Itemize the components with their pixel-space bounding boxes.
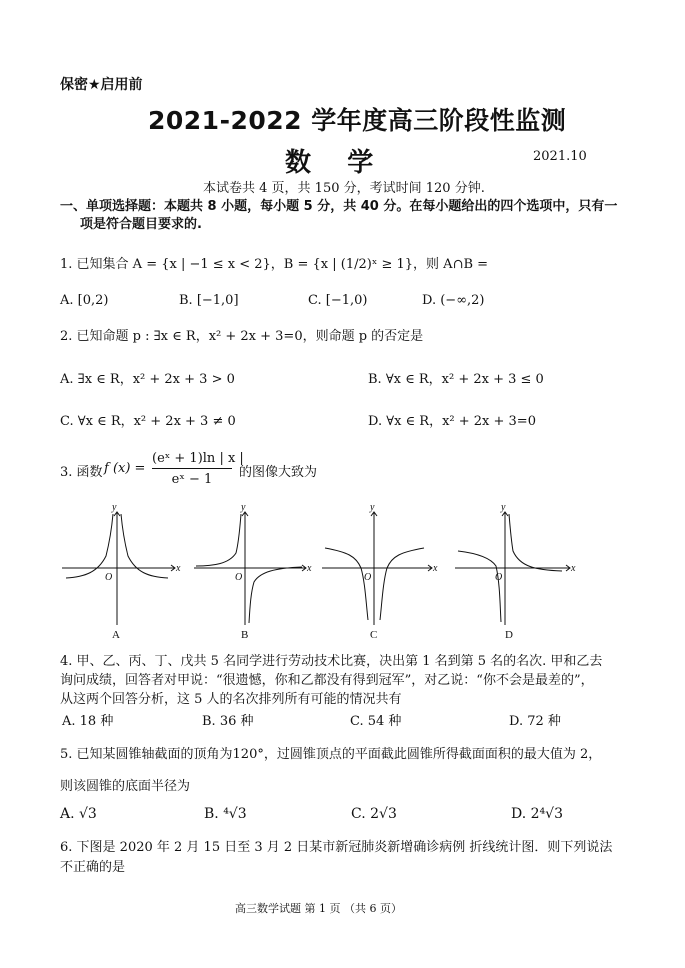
exam-info: 本试卷共 4 页，共 150 分，考试时间 120 分钟. — [203, 181, 485, 196]
graph-d-x-label: x — [571, 563, 576, 574]
question-1-option-a: A. [0,2) — [60, 293, 109, 308]
question-2-option-c: C. ∀x ∈ R，x² + 2x + 3 ≠ 0 — [60, 414, 236, 429]
exam-date: 2021.10 — [533, 149, 587, 164]
question-4-option-d: D. 72 种 — [509, 714, 561, 729]
question-5-line1: 5. 已知某圆锥轴截面的顶角为120°，过圆锥顶点的平面截此圆锥所得截面面积的最大值为 2， — [60, 747, 602, 762]
question-6-line2: 不正确的是 — [60, 860, 126, 875]
graph-label-b: B — [241, 629, 249, 641]
exam-title: 2021-2022 学年度高三阶段性监测 — [148, 106, 567, 135]
question-4-option-b: B. 36 种 — [202, 714, 254, 729]
question-5-option-b: B. ⁴√3 — [204, 806, 247, 822]
question-4-line1: 4. 甲、乙、丙、丁、戊共 5 名同学进行劳动技术比赛，决出第 1 名到第 5 名的名次. 甲和乙去 — [60, 654, 603, 669]
question-5-option-a: A. √3 — [60, 806, 97, 822]
fraction-numerator: (eˣ + 1)ln | x | — [152, 451, 244, 466]
graph-c-y-label: y — [370, 502, 375, 513]
graph-c-origin: O — [364, 572, 372, 583]
graph-b-origin: O — [235, 572, 243, 583]
question-5-line2: 则该圆锥的底面半径为 — [60, 779, 191, 794]
page-footer: 高三数学试题 第 1 页 （共 6 页） — [235, 902, 402, 915]
question-4-line2: 询问成绩，回答者对甲说：“很遗憾，你和乙都没有得到冠军”，对乙说：“你不会是最差的”， — [60, 673, 594, 688]
question-2-option-a: A. ∃x ∈ R，x² + 2x + 3 > 0 — [60, 372, 235, 387]
section-heading-line1: 一、单项选择题：本题共 8 小题，每小题 5 分，共 40 分。在每小题给出的四个选项中，只有一 — [60, 199, 618, 214]
graph-a-origin: O — [105, 572, 113, 583]
question-3-suffix: 的图像大致为 — [239, 465, 318, 480]
question-6-line1: 6. 下图是 2020 年 2 月 15 日至 3 月 2 日某市新冠肺炎新增确诊病例 折线统计图．则下列说法 — [60, 840, 613, 855]
question-1-option-c: C. [−1,0) — [308, 293, 368, 308]
graph-label-d: D — [505, 629, 513, 641]
question-5-option-c: C. 2√3 — [351, 806, 397, 822]
graph-b-y-label: y — [241, 502, 246, 513]
question-2-option-d: D. ∀x ∈ R，x² + 2x + 3=0 — [368, 414, 536, 429]
graph-d-origin: O — [495, 572, 503, 583]
question-1-stem: 1. 已知集合 A = {x | −1 ≤ x < 2}，B = {x | (1/2)ˣ ≥ 1}，则 A∩B = — [60, 257, 489, 272]
graph-label-a: A — [112, 629, 120, 641]
subject-title: 数 学 — [285, 148, 374, 178]
graph-a-y-label: y — [112, 502, 117, 513]
fraction-denominator: eˣ − 1 — [171, 472, 213, 487]
question-4-line3: 从这两个回答分析，这 5 人的名次排列所有可能的情况共有 — [60, 692, 402, 707]
question-3-lhs: f (x) = — [104, 461, 146, 476]
graph-b-x-label: x — [307, 563, 312, 574]
question-4-option-c: C. 54 种 — [350, 714, 402, 729]
confidential-mark: 保密★启用前 — [60, 77, 143, 93]
graph-d-y-label: y — [501, 502, 506, 513]
question-3-prefix: 3. 函数 — [60, 465, 103, 480]
section-heading-line2: 项是符合题目要求的. — [80, 217, 202, 232]
graph-label-c: C — [370, 629, 378, 641]
question-2-option-b: B. ∀x ∈ R，x² + 2x + 3 ≤ 0 — [368, 372, 544, 387]
question-2-stem: 2. 已知命题 p : ∃x ∈ R，x² + 2x + 3=0，则命题 p 的否定是 — [60, 329, 424, 344]
graph-c-x-label: x — [433, 563, 438, 574]
question-4-option-a: A. 18 种 — [62, 714, 114, 729]
question-1-option-d: D. (−∞,2) — [422, 293, 485, 308]
question-1-option-b: B. [−1,0] — [179, 293, 239, 308]
graph-a-x-label: x — [176, 563, 181, 574]
question-5-option-d: D. 2⁴√3 — [511, 806, 563, 822]
